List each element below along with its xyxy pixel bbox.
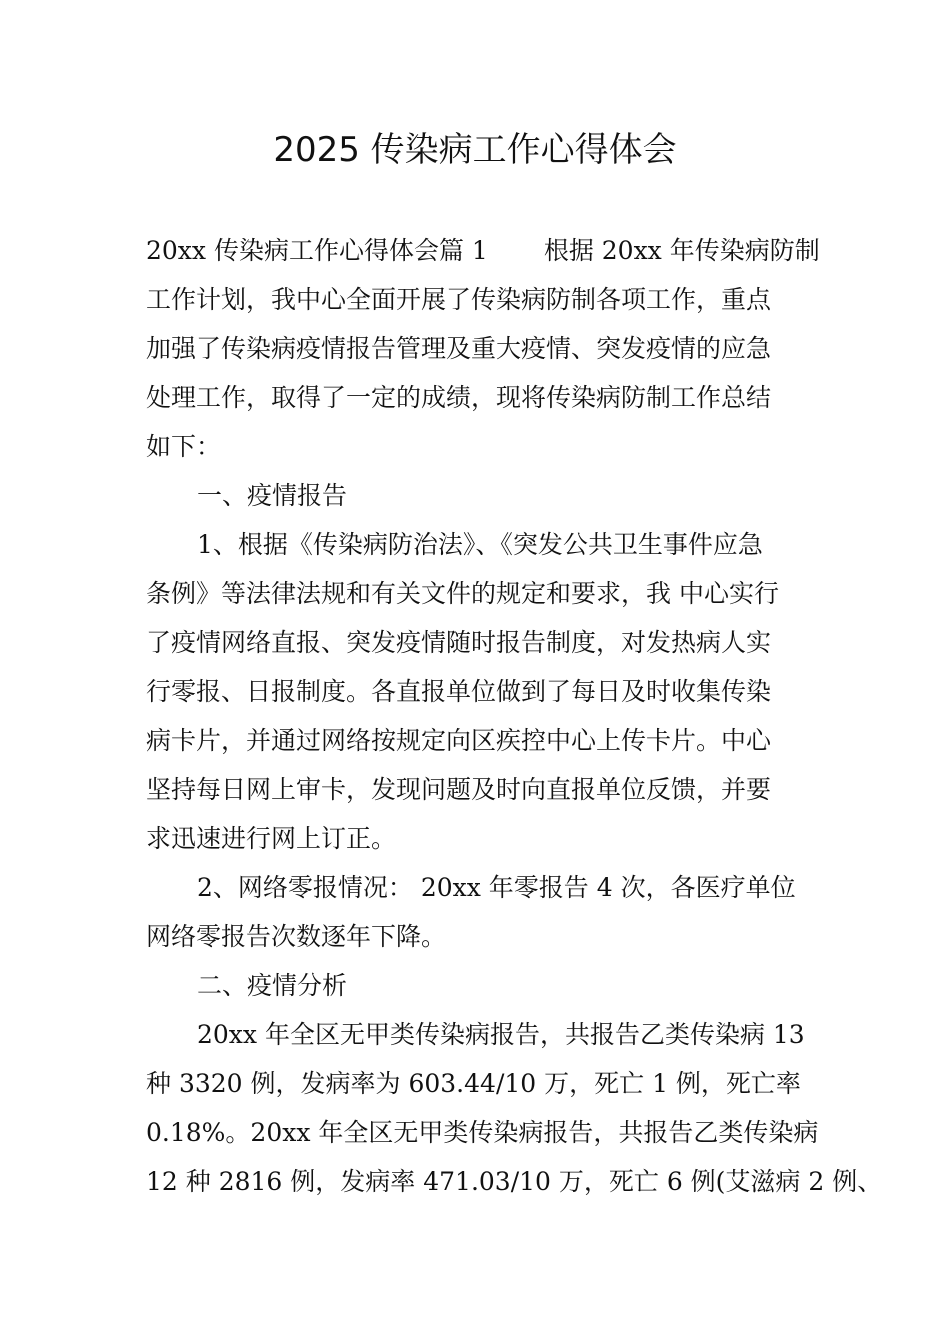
paragraph-line-11: 病卡片，并通过网络按规定向区疾控中心上传卡片。中心 <box>146 726 772 755</box>
paragraph-line-5: 如下： <box>146 432 222 461</box>
paragraph-line-10: 行零报、日报制度。各直报单位做到了每日及时收集传染 <box>146 677 772 706</box>
paragraph-line-2: 工作计划，我中心全面开展了传染病防制各项工作，重点 <box>146 285 772 314</box>
paragraph-line-7: 1、根据《传染病防治法》、《突发公共卫生事件应急 <box>197 530 763 559</box>
document-title: 2025 传染病工作心得体会 <box>273 130 677 170</box>
paragraph-line-1 <box>146 226 820 275</box>
paragraph-line-20: 12 种 2816 例，发病率 471.03/10 万，死亡 6 例(艾滋病 2 例、 <box>146 1167 883 1196</box>
section-heading-2: 二、疫情分析 <box>197 971 348 1000</box>
paragraph-line-13: 求迅速进行网上订正。 <box>146 824 397 853</box>
paragraph-line-15: 网络零报告次数逐年下降。 <box>146 922 447 951</box>
section-heading-text: 20xx 传染病工作心得体会篇 1 <box>146 236 488 265</box>
paragraph-line-3: 加强了传染病疫情报告管理及重大疫情、突发疫情的应急 <box>146 334 772 363</box>
paragraph-line-8: 条例》等法律法规和有关文件的规定和要求，我 中心实行 <box>146 579 779 608</box>
paragraph-text: 根据 20xx 年传染病防制 <box>543 236 820 265</box>
paragraph-line-18: 种 3320 例，发病率为 603.44/10 万，死亡 1 例，死亡率 <box>146 1069 801 1098</box>
section-heading-1: 一、疫情报告 <box>197 481 348 510</box>
paragraph-line-9: 了疫情网络直报、突发疫情随时报告制度，对发热病人实 <box>146 628 772 657</box>
document-body <box>146 226 883 1206</box>
paragraph-line-12: 坚持每日网上审卡，发现问题及时向直报单位反馈，并要 <box>146 775 772 804</box>
paragraph-line-19: 0.18%。20xx 年全区无甲类传染病报告，共报告乙类传染病 <box>146 1118 819 1147</box>
paragraph-line-14: 2、网络零报情况： 20xx 年零报告 4 次，各医疗单位 <box>197 873 796 902</box>
paragraph-line-4: 处理工作，取得了一定的成绩，现将传染病防制工作总结 <box>146 383 772 412</box>
paragraph-line-17: 20xx 年全区无甲类传染病报告，共报告乙类传染病 13 <box>197 1020 805 1049</box>
